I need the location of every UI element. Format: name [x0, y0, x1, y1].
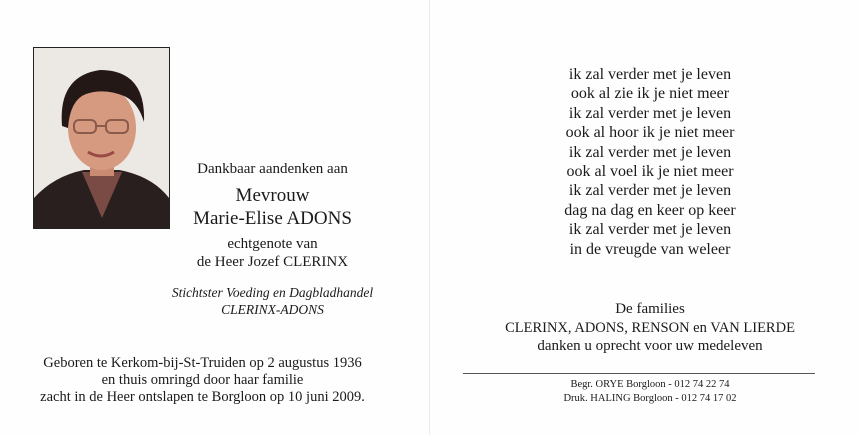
- intro-text: Dankbaar aandenken aan: [197, 161, 348, 177]
- portrait-photo: [33, 47, 170, 229]
- poem-line: ik zal verder met je leven: [568, 66, 732, 83]
- poem-line: ik zal verder met je leven: [568, 104, 732, 122]
- poem: [500, 65, 800, 259]
- families-label: De families: [615, 301, 685, 317]
- deceased-name: Marie-Elise ADONS: [193, 208, 352, 229]
- poem-line: ook al hoor ik je niet meer: [565, 124, 735, 142]
- funeral-director-credit: Begr. ORYE Borgloon - 012 74 22 74: [570, 379, 730, 390]
- bio-line: en thuis omringd door haar familie: [101, 372, 304, 388]
- printer-credit: Druk. HALING Borgloon - 012 74 17 02: [563, 393, 737, 404]
- poem-line: ik zal verder met je leven: [568, 143, 732, 161]
- spouse-name: de Heer Jozef CLERINX: [196, 254, 349, 270]
- fold-line: [429, 0, 430, 435]
- poem-line: in de vreugde van weleer: [569, 240, 731, 258]
- poem-line: ook al zie ik je niet meer: [570, 85, 730, 103]
- bio-line: Geboren te Kerkom-bij-St-Truiden op 2 augustus 1936: [43, 355, 362, 371]
- poem-line: ik zal verder met je leven: [568, 182, 732, 200]
- poem-line: ik zal verder met je leven: [568, 221, 732, 239]
- families-names: CLERINX, ADONS, RENSON en VAN LIERDE: [505, 320, 795, 336]
- poem-line: ook al voel ik je niet meer: [566, 163, 734, 181]
- spouse-label: echtgenote van: [227, 236, 318, 252]
- biography: [10, 355, 395, 406]
- company-name: CLERINX-ADONS: [221, 302, 324, 317]
- divider: [463, 373, 815, 374]
- poem-line: dag na dag en keer op keer: [564, 201, 736, 219]
- bio-line: zacht in de Heer ontslapen te Borgloon op 10 juni 2009.: [40, 389, 365, 405]
- founder-text: Stichtster Voeding en Dagbladhandel: [171, 285, 374, 300]
- title-text: Mevrouw: [235, 185, 310, 206]
- thanks-text: danken u oprecht voor uw medeleven: [537, 338, 763, 354]
